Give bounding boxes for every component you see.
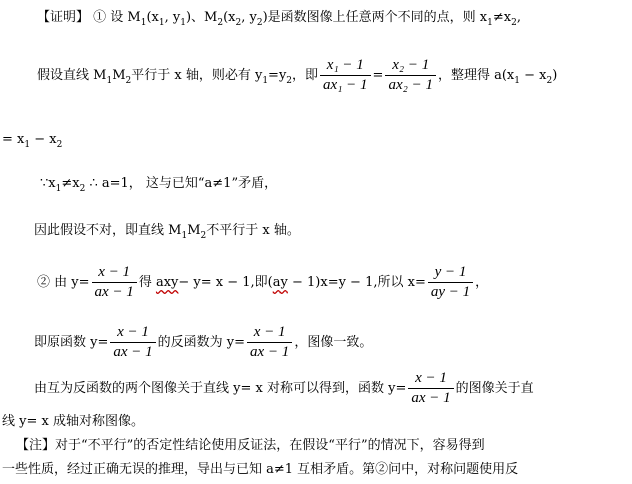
fraction-6: $\frac{x - 1}{ax - 1}$ <box>247 325 292 360</box>
proof-line-6: ② 由 y= $\frac{x - 1}{ax - 1}$ 得 axy− y= x − 1,即(ay − 1)x=y − 1,所以 x= $\frac{y - 1}{ay - 1}$ ， <box>37 264 489 300</box>
note-line-1: 【注】对于“不平行”的否定性结论使用反证法，在假设“平行”的情况下，容易得到 <box>16 438 485 453</box>
proof-line-9: 线 y= x 成轴对称图像。 <box>2 414 144 429</box>
proof-line-1: 【证明】 ① 设 $M_1(x_1$, $y_1$)、$M_2(x_2$, $y_2$)是函数图像上任意两个不同的点，则 $x_1\ne x_2$, <box>37 10 521 28</box>
fraction-1: $\frac{\text{x₁ − 1}}{\text{ax₁ − 1}}$ <box>320 58 371 93</box>
proof-line-5: 因此假设不对，即直线 $M_1M_2$不平行于 x 轴。 <box>34 223 300 241</box>
proof-tag: 【证明】 <box>37 10 90 25</box>
fraction-3: $\frac{x - 1}{ax - 1}$ <box>92 265 137 300</box>
wavy-underlined-text: ay <box>272 275 288 290</box>
fraction-7: $\frac{x - 1}{ax - 1}$ <box>408 371 453 406</box>
proof-line-3: = $x_1 - x_2$ <box>2 132 63 150</box>
proof-line-7: 即原函数 y= $\frac{x - 1}{ax - 1}$ 的反函数为 y= $\frac{x - 1}{ax - 1}$ ，图像一致。 <box>34 324 373 360</box>
circled-number-2: ② <box>37 275 51 290</box>
circled-number-1: ① <box>93 10 107 25</box>
fraction-2: $\frac{\text{x₂ − 1}}{\text{ax₂ − 1}}$ <box>385 58 436 93</box>
wavy-underlined-text: axy <box>155 275 179 290</box>
note-line-2: 一些性质，经过正确无误的推理，导出与已知 a≠1 互相矛盾。第②问中，对称问题使用反 <box>2 462 519 477</box>
fraction-5: $\frac{x - 1}{ax - 1}$ <box>110 325 155 360</box>
fraction-4: $\frac{y - 1}{ay - 1}$ <box>428 265 473 300</box>
proof-line-8: 由互为反函数的两个图像关于直线 y= x 对称可以得到，函数 y= $\frac{x - 1}{ax - 1}$ 的图像关于直 <box>34 370 534 406</box>
proof-line-4: $\because x_1\ne x_2$ ∴ a=1， 这与已知“a≠1”矛盾， <box>40 176 278 194</box>
proof-line-2: 假设直线 $M_1M_2$平行于 x 轴，则必有 $y_1=y_2$，即 $\frac{\text{x₁ − 1}}{\text{ax₁ − 1}}$ = $\frac{\text{x₂ − 1}}{\text{ax₂ − 1}}$ ，整理得 $a(x_1 - x_2)$ <box>37 57 558 93</box>
